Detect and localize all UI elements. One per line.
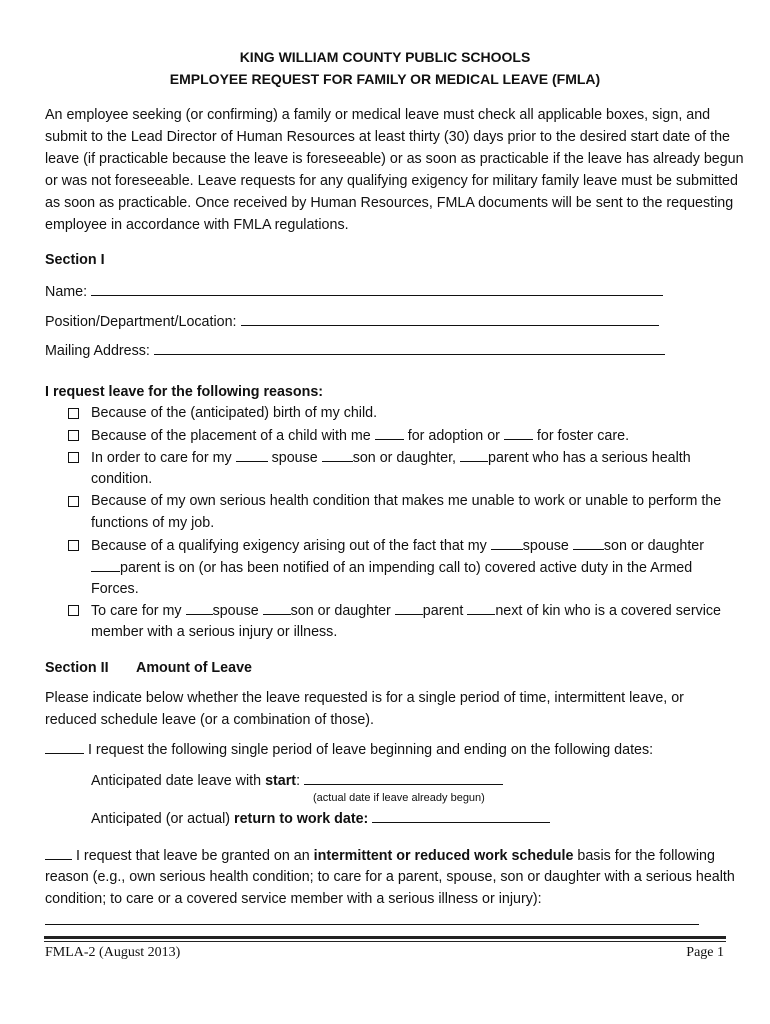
reason-placement-checkbox[interactable] (68, 430, 79, 441)
reason-care-row (91, 449, 691, 466)
start-date-note: (actual date if leave already begun) (313, 792, 485, 804)
intro-line-1: An employee seeking (or confirming) a family or medical leave must check all applicable boxes, sign, and (45, 107, 711, 123)
single-period-row (45, 741, 653, 758)
start-date-label-colon: : (296, 773, 301, 789)
return-date-label: Anticipated (or actual) (91, 811, 235, 827)
exigency-child-label: son or daughter (603, 538, 705, 554)
adoption-label: for adoption or (407, 428, 500, 444)
intro-line-6: employee in accordance with FMLA regulations. (45, 217, 349, 233)
mailing-row (45, 342, 665, 359)
footer-rule-thin (44, 941, 726, 942)
intermittent-text: I request that leave be granted on an (75, 848, 314, 864)
service-child-label: son or daughter (290, 603, 391, 619)
reason-exigency-checkbox[interactable] (68, 540, 79, 551)
reason-servicemember-row (91, 602, 721, 619)
reason-exigency-row2 (91, 559, 692, 576)
intro-line-4: or was not foreseeable. Leave requests for any qualifying exigency for military family leave must be submitted (45, 173, 738, 189)
intro-line-3: leave (if practicable because the leave is foreseeable) or as soon as practicable if the leave has already begun (45, 151, 744, 167)
reason-exigency-row (91, 537, 704, 554)
reason-own-health-text: Because of my own serious health condition that makes me unable to work or unable to perform the (91, 493, 722, 509)
foster-blank[interactable] (504, 427, 533, 440)
reason-servicemember-text: To care for my (91, 603, 182, 619)
start-date-row (91, 772, 503, 789)
service-parent-blank[interactable] (395, 602, 423, 615)
name-field[interactable] (91, 283, 663, 296)
footer-form-id: FMLA-2 (August 2013) (45, 945, 181, 960)
intro-line-2: submit to the Lead Director of Human Resources at least thirty (30) days prior to the desired start date of the (45, 129, 730, 145)
reason-own-health-checkbox[interactable] (68, 496, 79, 507)
reason-servicemember-continued: member with a serious injury or illness. (91, 624, 338, 640)
reason-birth-checkbox[interactable] (68, 408, 79, 419)
reasons-heading: I request leave for the following reasons: (45, 384, 324, 400)
reason-exigency-text: Because of a qualifying exigency arising out of the fact that my (91, 538, 487, 554)
section2-intro-2: reduced schedule leave (or a combination of those). (45, 712, 375, 728)
section2-subheading: Amount of Leave (136, 660, 252, 676)
exigency-parent-label: parent is on (or has been notified of an impending call to) covered active duty in the Armed (120, 560, 693, 576)
footer-page-number: Page 1 (686, 945, 724, 960)
single-period-blank[interactable] (45, 741, 84, 754)
reason-birth-text: Because of the (anticipated) birth of my child. (91, 405, 378, 421)
service-nextofkin-label: next of kin who is a covered service (495, 603, 722, 619)
position-field[interactable] (241, 313, 659, 326)
single-period-text: I request the following single period of leave beginning and ending on the following dates: (87, 742, 654, 758)
care-spouse-label: spouse (271, 450, 318, 466)
form-title-line2: EMPLOYEE REQUEST FOR FAMILY OR MEDICAL LEAVE (FMLA) (169, 71, 601, 87)
reason-care-checkbox[interactable] (68, 452, 79, 463)
exigency-parent-blank[interactable] (91, 559, 120, 572)
care-parent-label: parent who has a serious health (488, 450, 691, 466)
care-child-label: son or daughter, (352, 450, 457, 466)
form-title-line1: KING WILLIAM COUNTY PUBLIC SCHOOLS (239, 49, 531, 65)
start-date-field[interactable] (304, 772, 503, 785)
section2-intro-1: Please indicate below whether the leave requested is for a single period of time, intermittent leave, or (45, 690, 684, 706)
intermittent-row (45, 847, 715, 864)
foster-label: for foster care. (536, 428, 630, 444)
start-date-label: Anticipated date leave with (91, 773, 266, 789)
service-spouse-label: spouse (212, 603, 259, 619)
intermittent-blank[interactable] (45, 847, 72, 860)
return-date-row (91, 810, 550, 827)
intro-line-5: as soon as practicable. Once received by Human Resources, FMLA documents will be sent to the requesting (45, 195, 734, 211)
exigency-spouse-label: spouse (522, 538, 569, 554)
position-row (45, 313, 659, 330)
name-row (45, 283, 663, 300)
reason-care-text: In order to care for my (91, 450, 232, 466)
intermittent-text-post: basis for the following (573, 848, 715, 864)
intermittent-text-bold: intermittent or reduced work schedule (313, 848, 574, 864)
reason-placement-text: Because of the placement of a child with me (91, 428, 371, 444)
section2-heading: Section II (45, 660, 109, 676)
reason-explanation-field[interactable] (45, 924, 699, 925)
start-date-label-bold: start (265, 773, 297, 789)
reason-own-health-continued: functions of my job. (91, 515, 215, 531)
reason-care-continued: condition. (91, 471, 153, 487)
name-label: Name: (45, 284, 88, 300)
reason-servicemember-checkbox[interactable] (68, 605, 79, 616)
return-date-field[interactable] (372, 810, 550, 823)
care-child-blank[interactable] (322, 449, 353, 462)
mailing-field[interactable] (154, 342, 665, 355)
reason-exigency-continued: Forces. (91, 581, 139, 597)
adoption-blank[interactable] (375, 427, 404, 440)
care-parent-blank[interactable] (460, 449, 488, 462)
intermittent-line-2: reason (e.g., own serious health condition; to care for a parent, spouse, son or daughter with a serious health (45, 869, 735, 885)
service-spouse-blank[interactable] (186, 602, 213, 615)
section1-heading: Section I (45, 252, 105, 268)
service-nextofkin-blank[interactable] (467, 602, 495, 615)
position-label: Position/Department/Location: (45, 314, 237, 330)
exigency-spouse-blank[interactable] (491, 537, 523, 550)
mailing-label: Mailing Address: (45, 343, 150, 359)
intermittent-line-3: condition; to care or a covered service member with a serious illness or injury): (45, 891, 542, 907)
service-parent-label: parent (422, 603, 464, 619)
return-date-label-bold: return to work date: (234, 811, 369, 827)
care-spouse-blank[interactable] (236, 449, 268, 462)
reason-placement-row (91, 427, 629, 444)
service-child-blank[interactable] (263, 602, 291, 615)
footer-rule-thick (44, 936, 726, 939)
exigency-child-blank[interactable] (573, 537, 604, 550)
